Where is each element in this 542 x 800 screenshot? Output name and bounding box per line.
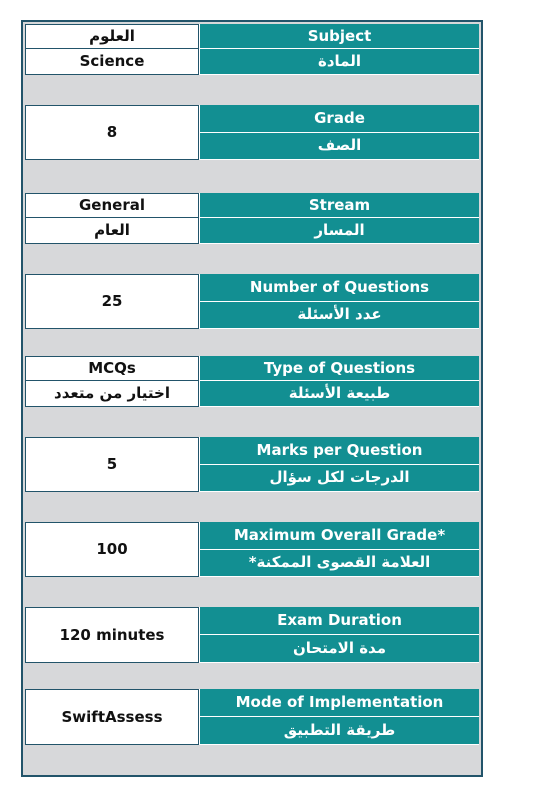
question-count-row (25, 274, 479, 329)
grade-row (25, 105, 479, 160)
subject-value-en-cell: Science (25, 49, 199, 75)
duration-value-cell: 120 minutes (25, 607, 199, 663)
max-grade-label-ar-cell: العلامة القصوى الممكنة* (199, 550, 479, 578)
spacer-row (25, 745, 479, 775)
question-type-label-ar-cell: طبيعة الأسئلة (199, 381, 479, 407)
question-type-value-ar-cell: اختيار من متعدد (25, 381, 199, 407)
duration-row (25, 607, 479, 663)
max-grade-row (25, 522, 479, 577)
duration-label-ar-cell: مدة الامتحان (199, 635, 479, 663)
grade-value-cell: 8 (25, 105, 199, 160)
question-count-value-cell: 25 (25, 274, 199, 329)
marks-row (25, 437, 479, 492)
stream-ar-row (25, 218, 479, 244)
subject-row (25, 24, 479, 49)
stream-row (25, 193, 479, 218)
spacer-row (25, 407, 479, 437)
question-type-value-cell: MCQs (25, 356, 199, 381)
spacer-row (25, 329, 479, 356)
question-type-label-cell: Type of Questions (199, 356, 479, 381)
subject-ar-row (25, 49, 479, 75)
duration-label-cell: Exam Duration (199, 607, 479, 635)
marks-value-cell: 5 (25, 437, 199, 492)
marks-label-cell: Marks per Question (199, 437, 479, 465)
mode-value-cell: SwiftAssess (25, 689, 199, 745)
subject-value-cell: العلوم (25, 24, 199, 49)
question-type-row (25, 356, 479, 381)
question-type-ar-row (25, 381, 479, 407)
stream-label-ar-cell: المسار (199, 218, 479, 244)
spacer-row (25, 160, 479, 193)
subject-label-ar-cell: المادة (199, 49, 479, 75)
exam-info-table (21, 20, 483, 777)
spacer-row (25, 244, 479, 274)
stream-value-cell: General (25, 193, 199, 218)
stream-value-ar-cell: العام (25, 218, 199, 244)
spacer-row (25, 492, 479, 522)
grade-label-ar-cell: الصف (199, 133, 479, 161)
mode-label-cell: Mode of Implementation (199, 689, 479, 717)
grade-label-cell: Grade (199, 105, 479, 133)
spacer-row (25, 577, 479, 607)
spacer-row (25, 663, 479, 689)
question-count-label-ar-cell: عدد الأسئلة (199, 302, 479, 330)
mode-label-ar-cell: طريقة التطبيق (199, 717, 479, 745)
stream-label-cell: Stream (199, 193, 479, 218)
max-grade-label-cell: Maximum Overall Grade* (199, 522, 479, 550)
question-count-label-cell: Number of Questions (199, 274, 479, 302)
spacer-row (25, 75, 479, 105)
mode-row (25, 689, 479, 745)
max-grade-value-cell: 100 (25, 522, 199, 577)
marks-label-ar-cell: الدرجات لكل سؤال (199, 465, 479, 493)
subject-label-cell: Subject (199, 24, 479, 49)
